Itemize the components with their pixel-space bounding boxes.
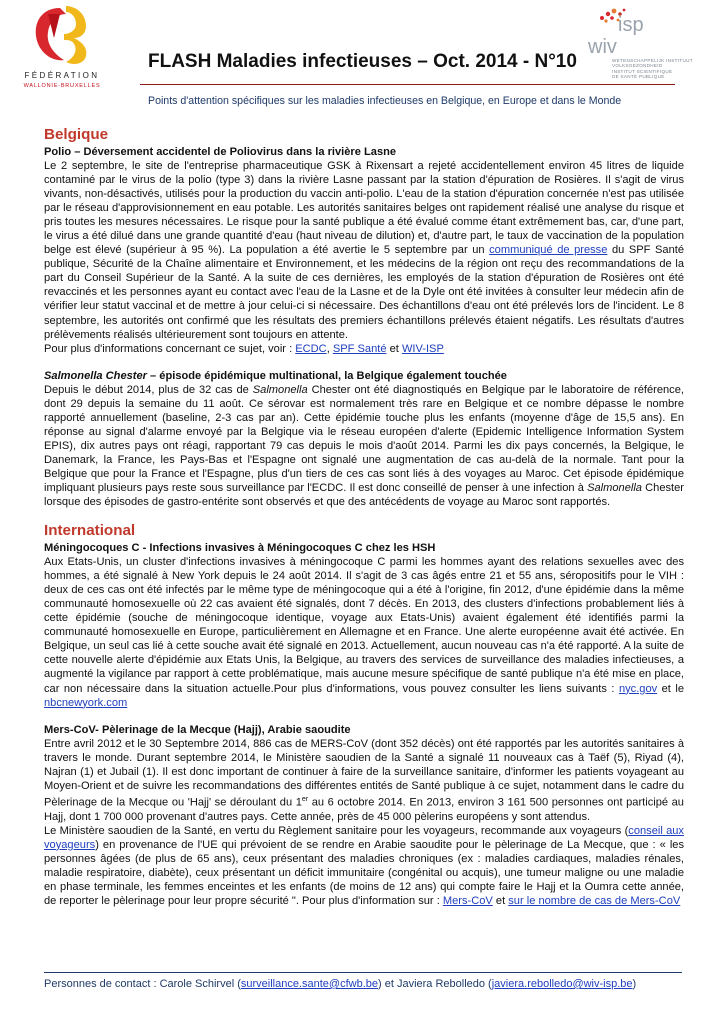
- fwb-name: FÉDÉRATION: [24, 71, 100, 80]
- article-title-meningocoques: Méningocoques C - Infections invasives à Méningocoques C chez les HSH: [44, 542, 436, 555]
- article-mers: [44, 723, 684, 908]
- contact-footer: Personnes de contact : Carole Schirvel (surveillance.sante@cfwb.be) et Javiera Rebolledo (javiera.rebolledo@wiv-isp.be): [44, 978, 637, 990]
- press-release-link[interactable]: communiqué de presse: [489, 244, 608, 257]
- main-content: [44, 126, 684, 908]
- title-divider: [140, 84, 675, 85]
- article-body-salmonella: Depuis le début 2014, plus de 32 cas de Salmonella Chester ont été diagnostiqués en Belgique par le laboratoire de référence, dont 29 depuis la semaine du 11 août. Ce sérovar est normalement très rare en Belgique et ce nombre dépasse le nombre rapporté annuellement (baseline, 2-3 cas par an). Cette épidémie touche plus les enfants (moyenne d'âge de 15,5 ans). En réponse au signal d'alarme envoyé par la Belgique via le réseau européen d'alerte (Epidemic Intelligence Information System EPIS), dix autres pays ont réagi, rapportant 79 cas depuis le mois d'août 2014. Parmi les dix pays concernés, la Belgique, le Danemark, la France, les Pays-Bas et l'Espagne ont signalé une augmentation de cas au-delà de la normale. Tant pour la Belgique que pour la France et l'Espagne, plus d'un tiers de ces cas sont liés à des voyages au Maroc. Cet épisode épidémique impliquant plusieurs pays reste sous surveillance par l'ECDC. Il est donc conseillé de penser à une infection à Salmonella Chester lorsque des épisodes de gastro-entérite sont observés et que des antécédents de voyage au Maroc sont rapportés.: [44, 383, 684, 509]
- conseil-voyageurs-link[interactable]: conseil aux voyageurs: [44, 824, 684, 851]
- article-body-mers-recommendations: Le Ministère saoudien de la Santé, en vertu du Règlement sanitaire pour les voyageurs, recommande aux voyageurs (conseil aux voyageurs) en provenance de l'UE qui prévoient de se rendre en Arabie saoudite pour le pèlerinage de La Mecque, que : « les personnes âgées (de plus de 65 ans), ceux présentant des maladies chroniques (ex : maladies cardiaques, maladies rénales, maladie respiratoire, diabète), ceux présentant un déficit immunitaire (congénital ou acquis), une tumeur maligne ou une maladie en phase terminale, les femmes enceintes et les enfants (de moins de 12 ans) qui compte faire le Hajj et la Oumra cette année, de reporter le pèlerinage pour leur propre sécurité ". Pour plus d'information sur : Mers-CoV et sur le nombre de cas de Mers-CoV: [44, 824, 684, 907]
- section-heading-international: International: [44, 522, 136, 540]
- email-link-surveillance[interactable]: surveillance.sante@cfwb.be: [240, 978, 378, 990]
- page-subtitle: Points d'attention spécifiques sur les maladies infectieuses en Belgique, en Europe et dans le Monde: [148, 95, 622, 107]
- footer-divider: [44, 972, 682, 973]
- article-salmonella: [44, 369, 684, 509]
- mers-cov-link[interactable]: Mers-CoV: [442, 894, 493, 907]
- section-heading-belgique: Belgique: [44, 126, 109, 143]
- nyc-gov-link[interactable]: nyc.gov: [618, 682, 658, 695]
- fwb-logo: [18, 4, 106, 102]
- spf-sante-link[interactable]: SPF Santé: [332, 342, 387, 355]
- article-body-mers: Entre avril 2012 et le 30 Septembre 2014, 886 cas de MERS-CoV (dont 352 décès) ont été rapportés par les autorités sanitaires à travers le monde. Durant septembre 2014, le Ministère saoudien de la Santé a signalé 11 nouveaux cas à Taëf (5), Riyad (4), Najran (1) et Jubail (1). Il est donc important de continuer à faire de la surveillance sanitaire, d'informer les patients voyageant au Moyen-Orient et de suivre les recommandations des différentes entités de Santé publique à ce sujet, notamment dans le cadre du Pèlerinage de la Mecque ou 'Hajj' se déroulant du 1er au 6 octobre 2014. En 2013, environ 3 161 500 personnes ont participé au Hajj, dont 1 700 000 provenant d'autres pays. Cette année, près de 45 000 pèlerins européens y sont attendus.: [44, 737, 684, 823]
- polio-more-info: Pour plus d'informations concernant ce sujet, voir : ECDC, SPF Santé et WIV-ISP: [44, 342, 444, 355]
- email-link-rebolledo[interactable]: javiera.rebolledo@wiv-isp.be: [491, 978, 633, 990]
- wiv-label: wiv: [588, 36, 617, 58]
- article-title-salmonella: Salmonella Chester – épisode épidémique multinational, la Belgique également touchée: [44, 369, 507, 382]
- article-title-polio: Polio – Déversement accidentel de Poliovirus dans la rivière Lasne: [44, 146, 397, 158]
- article-meningocoques: [44, 541, 684, 710]
- fwb-subtitle: WALLONIE-BRUXELLES: [23, 83, 101, 89]
- isp-institute-text: WETENSCHAPPELIJK INSTITUUT VOLKSGEZONDHEID INSTITUT SCIENTIFIQUE DE SANTÉ PUBLIQUE: [612, 58, 693, 80]
- nbcnewyork-link[interactable]: nbcnewyork.com: [44, 696, 128, 709]
- mers-case-count-link[interactable]: sur le nombre de cas de Mers-CoV: [508, 894, 681, 907]
- wiv-isp-link[interactable]: WIV-ISP: [401, 342, 444, 355]
- article-body-meningocoques: Aux Etats-Unis, un cluster d'infections invasives à méningocoque C parmi les hommes ayant des relations sexuelles avec des hommes, a été signalé à New York depuis le 24 août 2014. Il s'agit de 3 cas âgés entre 21 et 55 ans, séropositifs pour le VIH : deux de ces cas ont été infectés par le même type de méningocoque qui a été à l'origine, fin 2012, d'une épidémie dans la même communauté homosexuelle où 22 cas avaient été signalés, dont 7 décès. En 2013, des clusters d'infections probablement liés à cette épidémie (souche de méningocoque identique, voyage aux Etats-Unis) avaient également été identifiés parmi la communauté homosexuelle en Europe, particulièrement en Allemagne et en France. Une alerte européenne avait été activée. En Belgique, un seul cas lié à cette souche avait été signalé en 2013. Actuellement, aucun nouveau cas n'a été rapporté. A la suite de cette nouvelle alerte d'épidémie aux Etats Unis, la Belgique, au travers des services de surveillance des maladies infectieuses, a augmenté la vigilance par rapport à cette problématique, mais aucune mesure spécifique de santé publique n'a été mise en place, car non nécessaire dans la situation actuelle.Pour plus d'informations, vous pouvez consulter les liens suivants : nyc.gov et le nbcnewyork.com: [44, 556, 684, 709]
- article-title-mers: Mers-CoV- Pèlerinage de la Mecque (Hajj), Arabie saoudite: [44, 723, 351, 736]
- isp-label: isp: [618, 14, 644, 36]
- fwb-emblem-icon: [30, 4, 94, 66]
- article-body-polio: Le 2 septembre, le site de l'entreprise pharmaceutique GSK à Rixensart a rejeté accidentellement environ 45 litres de liquide contaminé par le virus de la polio (type 3) dans la rivière Lasne passant par la station d'épuration de Rosières. Il s'agit de virus vivants, non-désactivés, utilisés pour la production du vaccin anti-polio. L'eau de la station d'épuration concernée n'est pas utilisée par le réseau d'approvisionnement en eau potable. Les autorités sanitaires belges ont rapidement réalisé une analyse du risque et pris toutes les mesures nécessaires. Le risque pour la santé publique a été évalué comme étant extrêmement bas, car, d'une part, le virus a été dilué dans une grande quantité d'eau (haut niveau de dilution) et, d'autre part, le taux de vaccination de la population belge est élevé (supérieur à 95 %). La population a été avertie le 5 septembre par un communiqué de presse du SPF Santé publique, Sécurité de la Chaîne alimentaire et Environnement, et les médecins de la région ont reçu des recommandations de la part du Conseil Supérieur de la Santé. A la suite de ces dernières, les employés de la station d'épuration de Rosières ont été revaccinés et les personnes ayant eu contact avec l'eau de la Lasne et de la Dyle ont été invitées à consulter leur médecin afin de vérifier leur statut vaccinal et de mettre à jour celui-ci si nécessaire. Des échantillons d'eau ont été prélevés lors de l'incident. Le 8 septembre, les autorités ont confirmé que les résultats des premiers échantillons prélevés étaient négatifs. Les résultats d'autres prélèvements réalisés ultérieurement sont toujours en attente.: [44, 160, 684, 341]
- page-title: FLASH Maladies infectieuses – Oct. 2014 - N°10: [148, 51, 577, 72]
- ecdc-link[interactable]: ECDC: [295, 342, 327, 355]
- article-polio: [44, 145, 684, 356]
